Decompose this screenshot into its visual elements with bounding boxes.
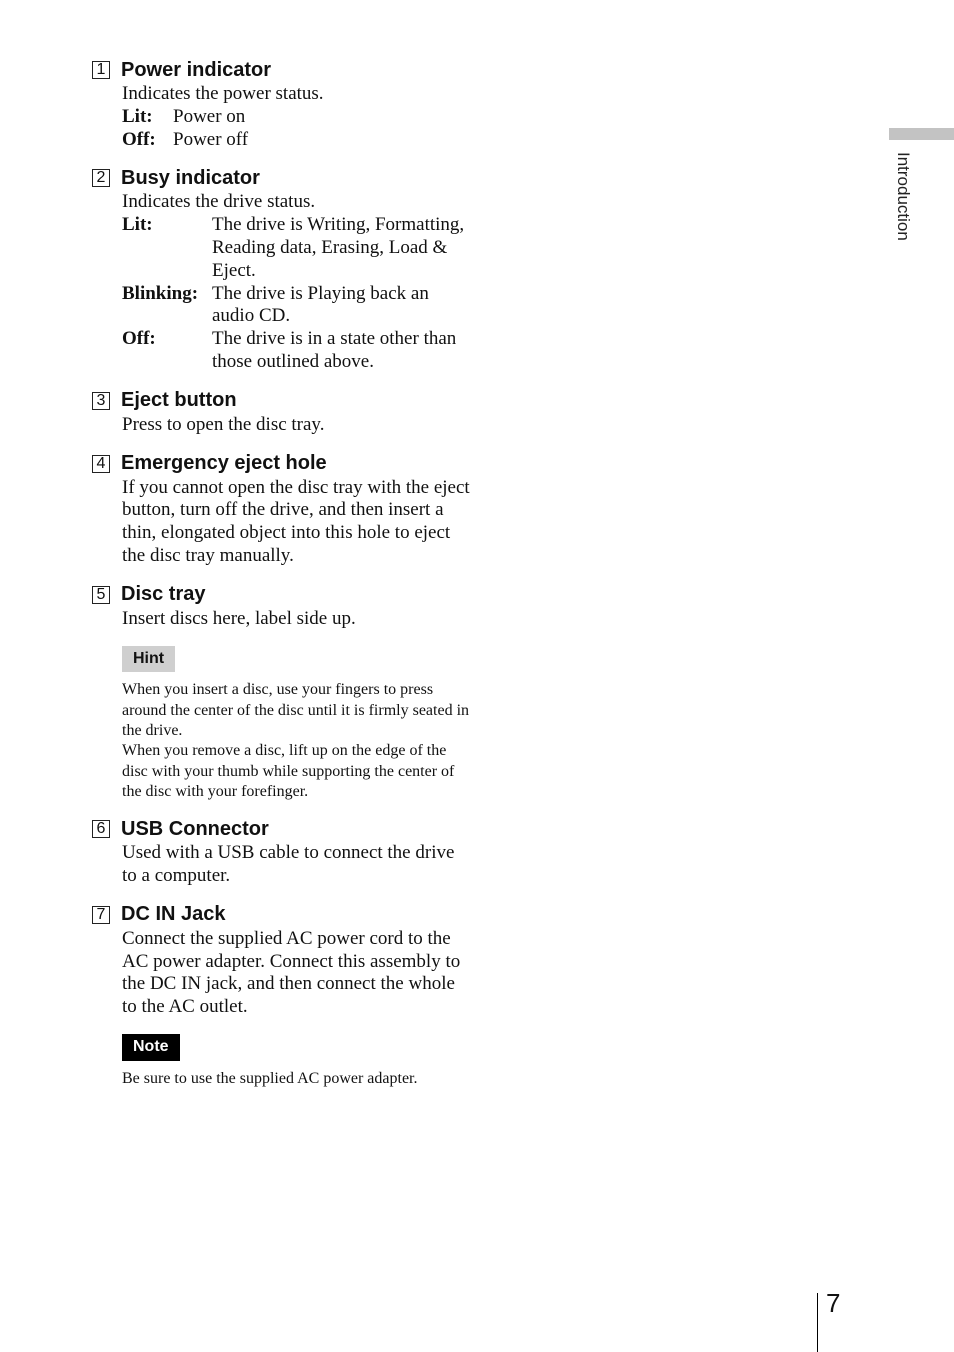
hint-text: [122, 680, 472, 802]
section-title: Eject button: [121, 389, 237, 412]
section-dc-in-jack: [92, 902, 472, 1089]
section-description: Connect the supplied AC power cord to the AC power adapter. Connect this assembly to the DC IN jack, and then connect the whole to the AC outlet.: [122, 927, 461, 1018]
item-number-box: 1: [92, 61, 110, 79]
hint-label: Hint: [122, 646, 175, 673]
item-number-box: 2: [92, 169, 110, 187]
sidebar-section-label: Introduction: [894, 152, 913, 241]
hint-paragraph: When you insert a disc, use your fingers to press around the center of the disc until it is firmly seated in the drive.: [122, 681, 470, 739]
state-text: The drive is in a state other than those outlined above.: [212, 328, 457, 372]
section-title: Power indicator: [121, 58, 272, 81]
section-eject-button: [92, 388, 472, 437]
state-row: [122, 283, 472, 329]
section-busy-indicator: [92, 165, 472, 373]
section-title: Disc tray: [121, 583, 206, 606]
page-number: 7: [826, 1288, 841, 1318]
state-row: [122, 106, 472, 129]
page-number-rule: [817, 1293, 818, 1352]
section-description: Indicates the drive status.: [122, 191, 316, 213]
section-title: Emergency eject hole: [121, 452, 327, 475]
item-number-box: 7: [92, 906, 110, 924]
section-description: If you cannot open the disc tray with the eject button, turn off the drive, and then insert a thin, elongated object into this hole to eject the disc tray manually.: [122, 476, 470, 566]
state-label: Blinking:: [122, 282, 199, 304]
note-text: Be sure to use the supplied AC power adapter.: [122, 1069, 418, 1087]
state-label: Off:: [122, 328, 156, 350]
section-power-indicator: [92, 57, 472, 151]
state-row: [122, 328, 472, 374]
state-row: [122, 129, 472, 152]
state-label: Off:: [122, 128, 156, 150]
sidebar-tab-marker: [889, 128, 954, 140]
item-number-box: 4: [92, 455, 110, 473]
section-description: Used with a USB cable to connect the drive to a computer.: [122, 842, 455, 886]
section-title: USB Connector: [121, 817, 269, 840]
content-column: [92, 57, 472, 1103]
section-description: Press to open the disc tray.: [122, 413, 325, 435]
state-label: Lit:: [122, 214, 153, 236]
state-text: Power off: [173, 128, 249, 150]
state-text: Power on: [173, 105, 246, 127]
hint-paragraph: When you remove a disc, lift up on the edge of the disc with your thumb while supporting the center of the disc with your forefinger.: [122, 742, 455, 800]
section-title: Busy indicator: [121, 166, 260, 189]
item-number-box: 6: [92, 820, 110, 838]
item-number-box: 3: [92, 392, 110, 410]
note-label: Note: [122, 1034, 180, 1061]
section-disc-tray: [92, 582, 472, 802]
item-number-box: 5: [92, 586, 110, 604]
section-description: Insert discs here, label side up.: [122, 607, 356, 629]
section-title: DC IN Jack: [121, 903, 226, 926]
state-text: The drive is Playing back an audio CD.: [212, 282, 429, 327]
section-usb-connector: [92, 816, 472, 888]
section-emergency-eject-hole: [92, 451, 472, 568]
state-row: [122, 214, 472, 282]
state-label: Lit:: [122, 105, 153, 127]
section-description: Indicates the power status.: [122, 83, 324, 104]
state-text: The drive is Writing, Formatting, Reading data, Erasing, Load & Eject.: [212, 214, 465, 281]
